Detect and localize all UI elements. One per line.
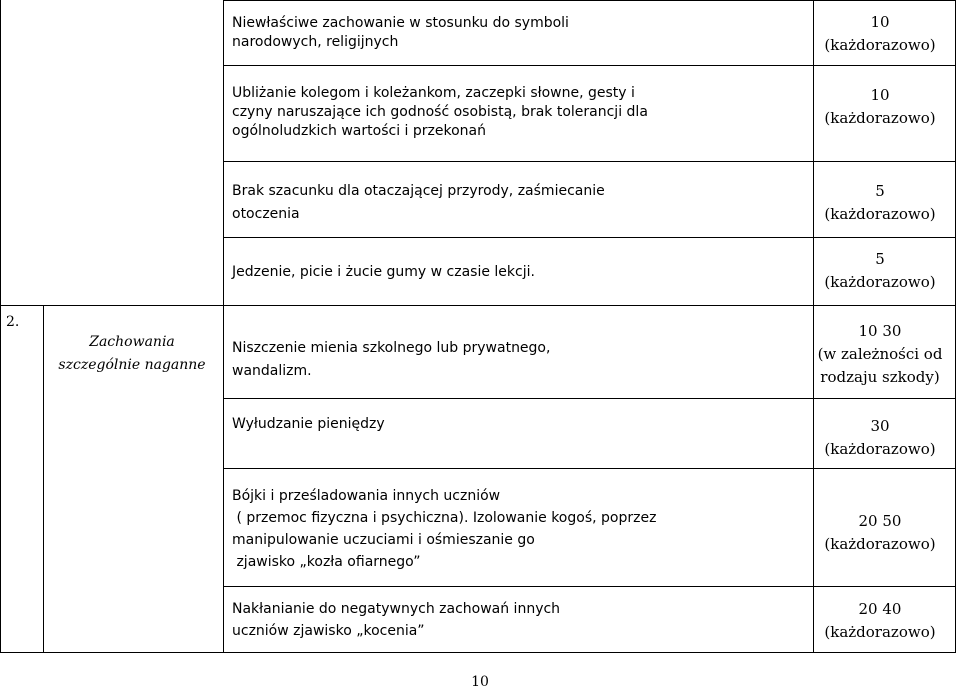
row-points-line: (każdorazowo) — [824, 205, 936, 223]
grid-line — [0, 0, 1, 652]
row-description-line: otoczenia — [232, 206, 300, 222]
grid-line — [223, 586, 956, 587]
grid-line — [223, 161, 956, 162]
grid-line — [223, 0, 224, 652]
row-description-line: uczniów zjawisko „kocenia” — [232, 623, 425, 639]
row-description-line: Bójki i prześladowania innych uczniów — [232, 488, 501, 504]
row-points — [805, 598, 955, 644]
row-points-line: (każdorazowo) — [824, 273, 936, 291]
row-description — [232, 84, 652, 141]
grid-line — [43, 305, 44, 652]
grid-line — [223, 65, 956, 66]
row-points-line: (każdorazowo) — [824, 623, 936, 641]
grid-line — [0, 652, 956, 653]
grid-line — [223, 0, 956, 1]
row-description-line: zjawisko „kozła ofiarnego” — [232, 554, 421, 570]
row-points-line: (każdorazowo) — [824, 535, 936, 553]
row-points-line: (każdorazowo) — [824, 109, 936, 127]
row-description-line: Wyłudzanie pieniędzy — [232, 416, 385, 432]
grid-line — [223, 237, 956, 238]
row-description — [232, 14, 652, 52]
row-points-line: (każdorazowo) — [824, 36, 936, 54]
grid-line — [223, 398, 956, 399]
row-points — [805, 248, 955, 294]
grid-line — [223, 468, 956, 469]
row-description — [232, 485, 657, 573]
row-description-line: czyny naruszające ich godność osobistą, brak tolerancji dla — [232, 104, 648, 120]
row-points-line: 5 — [875, 250, 885, 268]
section-number: 2. — [6, 314, 20, 330]
row-description-line: Jedzenie, picie i żucie gumy w czasie lekcji. — [232, 264, 535, 280]
row-points-line: rodzaju szkody) — [820, 368, 940, 386]
row-description-line: manipulowanie uczuciami i ośmieszanie go — [232, 532, 535, 548]
row-description-line: narodowych, religijnych — [232, 34, 399, 50]
grid-line — [955, 0, 956, 652]
row-description-line: Niszczenie mienia szkolnego lub prywatnego, — [232, 340, 551, 356]
row-points — [805, 84, 955, 130]
row-description — [232, 598, 652, 642]
row-points — [805, 11, 955, 57]
section-category — [52, 331, 212, 377]
row-points — [805, 510, 955, 556]
row-description-line: wandalizm. — [232, 363, 312, 379]
grid-line — [0, 305, 956, 306]
row-description-line: Nakłanianie do negatywnych zachowań innych — [232, 601, 561, 617]
row-points-line: (w zależności od — [817, 345, 943, 363]
row-points-line: 5 — [875, 182, 885, 200]
row-points-line: 30 — [870, 417, 890, 435]
row-description — [232, 337, 652, 383]
row-description-line: ( przemoc fizyczna i psychiczna). Izolowanie kogoś, poprzez — [232, 510, 657, 526]
row-points — [805, 415, 955, 461]
row-description-line: Niewłaściwe zachowanie w stosunku do symboli — [232, 15, 569, 31]
row-points-line: 20 50 — [858, 512, 902, 530]
row-points-line: 20 40 — [858, 600, 902, 618]
section-category-line: Zachowania — [89, 334, 175, 350]
row-description — [232, 415, 652, 434]
row-points-line: 10 — [870, 86, 890, 104]
row-points — [805, 180, 955, 226]
row-points-line: 10 — [870, 13, 890, 31]
page-number: 10 — [471, 674, 489, 690]
row-description-line: ogólnoludzkich wartości i przekonań — [232, 123, 486, 139]
row-points-line: 10 30 — [858, 322, 902, 340]
row-points — [805, 320, 955, 389]
section-category-line: szczególnie naganne — [58, 357, 206, 373]
row-description-line: Brak szacunku dla otaczającej przyrody, zaśmiecanie — [232, 183, 605, 199]
row-description-line: Ubliżanie kolegom i koleżankom, zaczepki słowne, gesty i — [232, 85, 635, 101]
row-points-line: (każdorazowo) — [824, 440, 936, 458]
row-description — [232, 180, 652, 226]
row-description — [232, 263, 652, 282]
